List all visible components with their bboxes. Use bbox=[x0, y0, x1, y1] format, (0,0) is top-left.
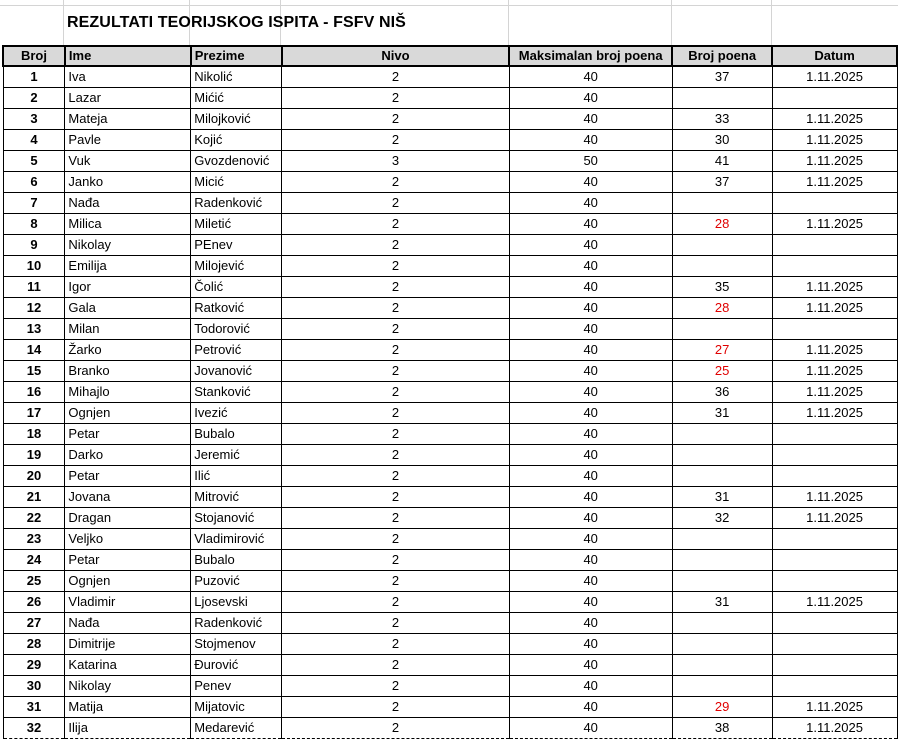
cell-max-poena[interactable]: 40 bbox=[509, 403, 672, 424]
header-broj[interactable]: Broj bbox=[3, 46, 65, 66]
cell-prezime[interactable]: Milojević bbox=[191, 256, 282, 277]
table-row bbox=[3, 529, 897, 550]
table-row bbox=[3, 298, 897, 319]
cell-prezime[interactable]: Micić bbox=[191, 172, 282, 193]
cell-max-poena[interactable]: 40 bbox=[509, 571, 672, 592]
cell-datum[interactable] bbox=[772, 655, 897, 676]
cell-ime[interactable]: Ognjen bbox=[65, 571, 191, 592]
cell-datum[interactable] bbox=[772, 319, 897, 340]
cell-prezime[interactable]: Gvozdenović bbox=[191, 151, 282, 172]
cell-ime[interactable]: Janko bbox=[65, 172, 191, 193]
cell-datum[interactable] bbox=[772, 634, 897, 655]
cell-broj[interactable]: 28 bbox=[3, 634, 65, 655]
cell-ime[interactable]: Matija bbox=[65, 697, 191, 718]
cell-ime[interactable]: Mateja bbox=[65, 109, 191, 130]
cell-nivo[interactable]: 2 bbox=[282, 340, 510, 361]
cell-broj-poena[interactable] bbox=[672, 424, 772, 445]
cell-broj-poena[interactable]: 33 bbox=[672, 109, 772, 130]
cell-ime[interactable]: Nađa bbox=[65, 193, 191, 214]
cell-broj-poena[interactable] bbox=[672, 235, 772, 256]
table-row bbox=[3, 634, 897, 655]
cell-broj[interactable]: 27 bbox=[3, 613, 65, 634]
cell-max-poena[interactable]: 40 bbox=[509, 487, 672, 508]
cell-broj[interactable]: 5 bbox=[3, 151, 65, 172]
cell-prezime[interactable]: Medarević bbox=[191, 718, 282, 739]
cell-prezime[interactable]: Mijatovic bbox=[191, 697, 282, 718]
cell-prezime[interactable]: Ivezić bbox=[191, 403, 282, 424]
cell-broj-poena[interactable]: 37 bbox=[672, 66, 772, 88]
cell-datum[interactable]: 1.11.2025 bbox=[772, 340, 897, 361]
cell-max-poena[interactable]: 40 bbox=[509, 235, 672, 256]
table-row bbox=[3, 655, 897, 676]
cell-max-poena[interactable]: 40 bbox=[509, 613, 672, 634]
cell-max-poena[interactable]: 40 bbox=[509, 298, 672, 319]
cell-broj[interactable]: 11 bbox=[3, 277, 65, 298]
cell-nivo[interactable]: 3 bbox=[282, 151, 510, 172]
cell-datum[interactable] bbox=[772, 424, 897, 445]
cell-prezime[interactable]: Bubalo bbox=[191, 550, 282, 571]
cell-broj[interactable]: 20 bbox=[3, 466, 65, 487]
cell-max-poena[interactable]: 40 bbox=[509, 529, 672, 550]
table-row bbox=[3, 66, 897, 88]
cell-broj[interactable]: 22 bbox=[3, 508, 65, 529]
cell-datum[interactable]: 1.11.2025 bbox=[772, 214, 897, 235]
cell-broj[interactable]: 13 bbox=[3, 319, 65, 340]
table-row bbox=[3, 508, 897, 529]
cell-max-poena[interactable]: 40 bbox=[509, 193, 672, 214]
cell-datum[interactable]: 1.11.2025 bbox=[772, 172, 897, 193]
table-row bbox=[3, 256, 897, 277]
cell-datum[interactable] bbox=[772, 193, 897, 214]
cell-datum[interactable] bbox=[772, 256, 897, 277]
cell-broj[interactable]: 16 bbox=[3, 382, 65, 403]
cell-ime[interactable]: Vuk bbox=[65, 151, 191, 172]
table-row bbox=[3, 613, 897, 634]
cell-prezime[interactable]: Radenković bbox=[191, 193, 282, 214]
cell-broj[interactable]: 31 bbox=[3, 697, 65, 718]
results-table bbox=[2, 45, 898, 739]
cell-broj-poena[interactable] bbox=[672, 445, 772, 466]
cell-broj[interactable]: 6 bbox=[3, 172, 65, 193]
cell-broj[interactable]: 24 bbox=[3, 550, 65, 571]
cell-nivo[interactable]: 2 bbox=[282, 88, 510, 109]
cell-broj-poena[interactable] bbox=[672, 88, 772, 109]
cell-nivo[interactable]: 2 bbox=[282, 361, 510, 382]
cell-nivo[interactable]: 2 bbox=[282, 571, 510, 592]
cell-nivo[interactable]: 2 bbox=[282, 697, 510, 718]
cell-max-poena[interactable]: 40 bbox=[509, 277, 672, 298]
cell-datum[interactable]: 1.11.2025 bbox=[772, 718, 897, 739]
cell-ime[interactable]: Nikolay bbox=[65, 235, 191, 256]
cell-datum[interactable] bbox=[772, 466, 897, 487]
cell-nivo[interactable]: 2 bbox=[282, 718, 510, 739]
cell-ime[interactable]: Jovana bbox=[65, 487, 191, 508]
table-row bbox=[3, 466, 897, 487]
cell-broj-poena[interactable] bbox=[672, 550, 772, 571]
header-max-poena[interactable]: Maksimalan broj poena bbox=[509, 46, 672, 66]
cell-prezime[interactable]: Jeremić bbox=[191, 445, 282, 466]
cell-ime[interactable]: Lazar bbox=[65, 88, 191, 109]
cell-prezime[interactable]: Stanković bbox=[191, 382, 282, 403]
header-nivo[interactable]: Nivo bbox=[282, 46, 510, 66]
cell-max-poena[interactable]: 40 bbox=[509, 676, 672, 697]
table-row bbox=[3, 571, 897, 592]
table-row bbox=[3, 403, 897, 424]
cell-datum[interactable]: 1.11.2025 bbox=[772, 66, 897, 88]
cell-max-poena[interactable]: 40 bbox=[509, 88, 672, 109]
cell-max-poena[interactable]: 40 bbox=[509, 445, 672, 466]
cell-max-poena[interactable]: 40 bbox=[509, 655, 672, 676]
cell-max-poena[interactable]: 50 bbox=[509, 151, 672, 172]
cell-broj[interactable]: 18 bbox=[3, 424, 65, 445]
cell-max-poena[interactable]: 40 bbox=[509, 466, 672, 487]
cell-ime[interactable]: Dragan bbox=[65, 508, 191, 529]
cell-datum[interactable] bbox=[772, 529, 897, 550]
header-row bbox=[3, 46, 897, 66]
cell-prezime[interactable]: Miletić bbox=[191, 214, 282, 235]
cell-prezime[interactable]: Ratković bbox=[191, 298, 282, 319]
cell-broj-poena[interactable]: 31 bbox=[672, 403, 772, 424]
header-broj-poena[interactable]: Broj poena bbox=[672, 46, 772, 66]
cell-ime[interactable]: Igor bbox=[65, 277, 191, 298]
cell-ime[interactable]: Nikolay bbox=[65, 676, 191, 697]
cell-prezime[interactable]: Čolić bbox=[191, 277, 282, 298]
cell-nivo[interactable]: 2 bbox=[282, 214, 510, 235]
cell-max-poena[interactable]: 40 bbox=[509, 634, 672, 655]
cell-ime[interactable]: Ilija bbox=[65, 718, 191, 739]
cell-datum[interactable]: 1.11.2025 bbox=[772, 298, 897, 319]
cell-broj[interactable]: 21 bbox=[3, 487, 65, 508]
cell-datum[interactable]: 1.11.2025 bbox=[772, 487, 897, 508]
cell-nivo[interactable]: 2 bbox=[282, 508, 510, 529]
table-row bbox=[3, 676, 897, 697]
cell-prezime[interactable]: Nikolić bbox=[191, 66, 282, 88]
cell-datum[interactable] bbox=[772, 88, 897, 109]
cell-prezime[interactable]: Puzović bbox=[191, 571, 282, 592]
cell-datum[interactable]: 1.11.2025 bbox=[772, 130, 897, 151]
cell-datum[interactable]: 1.11.2025 bbox=[772, 361, 897, 382]
cell-datum[interactable] bbox=[772, 445, 897, 466]
cell-broj-poena[interactable]: 28 bbox=[672, 214, 772, 235]
cell-ime[interactable]: Veljko bbox=[65, 529, 191, 550]
cell-ime[interactable]: Milica bbox=[65, 214, 191, 235]
table-row bbox=[3, 109, 897, 130]
cell-datum[interactable] bbox=[772, 550, 897, 571]
cell-prezime[interactable]: Vladimirović bbox=[191, 529, 282, 550]
cell-broj-poena[interactable]: 30 bbox=[672, 130, 772, 151]
cell-max-poena[interactable]: 40 bbox=[509, 214, 672, 235]
cell-ime[interactable]: Nađa bbox=[65, 613, 191, 634]
cell-broj-poena[interactable]: 36 bbox=[672, 382, 772, 403]
table-row bbox=[3, 382, 897, 403]
cell-prezime[interactable]: Đurović bbox=[191, 655, 282, 676]
cell-prezime[interactable]: Bubalo bbox=[191, 424, 282, 445]
cell-broj-poena[interactable] bbox=[672, 193, 772, 214]
cell-broj-poena[interactable]: 28 bbox=[672, 298, 772, 319]
cell-datum[interactable] bbox=[772, 571, 897, 592]
cell-broj[interactable]: 2 bbox=[3, 88, 65, 109]
cell-prezime[interactable]: Ljosevski bbox=[191, 592, 282, 613]
cell-prezime[interactable]: Stojmenov bbox=[191, 634, 282, 655]
cell-broj[interactable]: 32 bbox=[3, 718, 65, 739]
cell-broj[interactable]: 30 bbox=[3, 676, 65, 697]
cell-max-poena[interactable]: 40 bbox=[509, 550, 672, 571]
table-row bbox=[3, 592, 897, 613]
cell-broj[interactable]: 14 bbox=[3, 340, 65, 361]
cell-ime[interactable]: Dimitrije bbox=[65, 634, 191, 655]
table-row bbox=[3, 151, 897, 172]
sheet-title: REZULTATI TEORIJSKOG ISPITA - FSFV NIŠ bbox=[67, 14, 406, 31]
cell-nivo[interactable]: 2 bbox=[282, 256, 510, 277]
cell-max-poena[interactable]: 40 bbox=[509, 718, 672, 739]
cell-nivo[interactable]: 2 bbox=[282, 466, 510, 487]
cell-nivo[interactable]: 2 bbox=[282, 298, 510, 319]
cell-nivo[interactable]: 2 bbox=[282, 277, 510, 298]
cell-nivo[interactable]: 2 bbox=[282, 109, 510, 130]
cell-broj-poena[interactable]: 38 bbox=[672, 718, 772, 739]
table-row bbox=[3, 172, 897, 193]
cell-ime[interactable]: Petar bbox=[65, 424, 191, 445]
table-row bbox=[3, 235, 897, 256]
cell-max-poena[interactable]: 40 bbox=[509, 256, 672, 277]
table-row bbox=[3, 361, 897, 382]
cell-nivo[interactable]: 2 bbox=[282, 655, 510, 676]
cell-broj[interactable]: 29 bbox=[3, 655, 65, 676]
cell-datum[interactable] bbox=[772, 676, 897, 697]
cell-prezime[interactable]: Mićić bbox=[191, 88, 282, 109]
table-body bbox=[3, 66, 897, 739]
cell-ime[interactable]: Ognjen bbox=[65, 403, 191, 424]
cell-nivo[interactable]: 2 bbox=[282, 130, 510, 151]
cell-broj[interactable]: 4 bbox=[3, 130, 65, 151]
cell-nivo[interactable]: 2 bbox=[282, 676, 510, 697]
cell-ime[interactable]: Milan bbox=[65, 319, 191, 340]
cell-max-poena[interactable]: 40 bbox=[509, 172, 672, 193]
cell-datum[interactable]: 1.11.2025 bbox=[772, 382, 897, 403]
table-row bbox=[3, 718, 897, 739]
cell-broj-poena[interactable]: 41 bbox=[672, 151, 772, 172]
cell-nivo[interactable]: 2 bbox=[282, 529, 510, 550]
cell-nivo[interactable]: 2 bbox=[282, 487, 510, 508]
cell-ime[interactable]: Katarina bbox=[65, 655, 191, 676]
cell-ime[interactable]: Iva bbox=[65, 66, 191, 88]
cell-broj-poena[interactable]: 32 bbox=[672, 508, 772, 529]
cell-broj-poena[interactable] bbox=[672, 529, 772, 550]
cell-broj-poena[interactable] bbox=[672, 256, 772, 277]
cell-broj-poena[interactable]: 25 bbox=[672, 361, 772, 382]
cell-datum[interactable]: 1.11.2025 bbox=[772, 697, 897, 718]
cell-prezime[interactable]: Milojković bbox=[191, 109, 282, 130]
table-row bbox=[3, 487, 897, 508]
table-row bbox=[3, 130, 897, 151]
cell-broj[interactable]: 17 bbox=[3, 403, 65, 424]
cell-prezime[interactable]: Jovanović bbox=[191, 361, 282, 382]
cell-nivo[interactable]: 2 bbox=[282, 403, 510, 424]
cell-prezime[interactable]: PEnev bbox=[191, 235, 282, 256]
table-row bbox=[3, 697, 897, 718]
cell-max-poena[interactable]: 40 bbox=[509, 66, 672, 88]
cell-prezime[interactable]: Mitrović bbox=[191, 487, 282, 508]
cell-max-poena[interactable]: 40 bbox=[509, 424, 672, 445]
cell-max-poena[interactable]: 40 bbox=[509, 508, 672, 529]
cell-max-poena[interactable]: 40 bbox=[509, 592, 672, 613]
cell-datum[interactable]: 1.11.2025 bbox=[772, 508, 897, 529]
cell-ime[interactable]: Darko bbox=[65, 445, 191, 466]
cell-prezime[interactable]: Ilić bbox=[191, 466, 282, 487]
cell-broj[interactable]: 1 bbox=[3, 66, 65, 88]
cell-max-poena[interactable]: 40 bbox=[509, 109, 672, 130]
cell-max-poena[interactable]: 40 bbox=[509, 319, 672, 340]
cell-datum[interactable]: 1.11.2025 bbox=[772, 151, 897, 172]
cell-nivo[interactable]: 2 bbox=[282, 172, 510, 193]
table-row bbox=[3, 424, 897, 445]
cell-broj[interactable]: 7 bbox=[3, 193, 65, 214]
cell-broj[interactable]: 25 bbox=[3, 571, 65, 592]
cell-datum[interactable]: 1.11.2025 bbox=[772, 277, 897, 298]
cell-max-poena[interactable]: 40 bbox=[509, 697, 672, 718]
cell-prezime[interactable]: Todorović bbox=[191, 319, 282, 340]
cell-broj[interactable]: 19 bbox=[3, 445, 65, 466]
cell-prezime[interactable]: Kojić bbox=[191, 130, 282, 151]
cell-broj[interactable]: 12 bbox=[3, 298, 65, 319]
cell-ime[interactable]: Gala bbox=[65, 298, 191, 319]
table-row bbox=[3, 550, 897, 571]
cell-ime[interactable]: Petar bbox=[65, 550, 191, 571]
cell-broj-poena[interactable] bbox=[672, 319, 772, 340]
cell-broj[interactable]: 8 bbox=[3, 214, 65, 235]
cell-prezime[interactable]: Stojanović bbox=[191, 508, 282, 529]
header-datum[interactable]: Datum bbox=[772, 46, 897, 66]
cell-broj-poena[interactable]: 27 bbox=[672, 340, 772, 361]
cell-broj-poena[interactable]: 31 bbox=[672, 592, 772, 613]
cell-broj-poena[interactable] bbox=[672, 676, 772, 697]
table-row bbox=[3, 214, 897, 235]
cell-broj[interactable]: 15 bbox=[3, 361, 65, 382]
table-row bbox=[3, 445, 897, 466]
table-row bbox=[3, 340, 897, 361]
cell-ime[interactable]: Branko bbox=[65, 361, 191, 382]
cell-nivo[interactable]: 2 bbox=[282, 382, 510, 403]
cell-broj[interactable]: 26 bbox=[3, 592, 65, 613]
cell-max-poena[interactable]: 40 bbox=[509, 382, 672, 403]
cell-datum[interactable]: 1.11.2025 bbox=[772, 403, 897, 424]
cell-broj-poena[interactable] bbox=[672, 613, 772, 634]
cell-nivo[interactable]: 2 bbox=[282, 445, 510, 466]
cell-nivo[interactable]: 2 bbox=[282, 66, 510, 88]
cell-ime[interactable]: Žarko bbox=[65, 340, 191, 361]
cell-max-poena[interactable]: 40 bbox=[509, 361, 672, 382]
table-row bbox=[3, 319, 897, 340]
cell-broj-poena[interactable] bbox=[672, 634, 772, 655]
cell-broj[interactable]: 10 bbox=[3, 256, 65, 277]
cell-max-poena[interactable]: 40 bbox=[509, 340, 672, 361]
cell-broj-poena[interactable]: 29 bbox=[672, 697, 772, 718]
cell-ime[interactable]: Vladimir bbox=[65, 592, 191, 613]
cell-prezime[interactable]: Petrović bbox=[191, 340, 282, 361]
cell-broj-poena[interactable]: 35 bbox=[672, 277, 772, 298]
cell-datum[interactable] bbox=[772, 235, 897, 256]
cell-broj-poena[interactable] bbox=[672, 655, 772, 676]
cell-datum[interactable]: 1.11.2025 bbox=[772, 109, 897, 130]
cell-nivo[interactable]: 2 bbox=[282, 235, 510, 256]
cell-datum[interactable] bbox=[772, 613, 897, 634]
cell-broj[interactable]: 3 bbox=[3, 109, 65, 130]
header-prezime[interactable]: Prezime bbox=[191, 46, 282, 66]
cell-nivo[interactable]: 2 bbox=[282, 592, 510, 613]
cell-broj-poena[interactable]: 31 bbox=[672, 487, 772, 508]
table-row bbox=[3, 88, 897, 109]
cell-datum[interactable]: 1.11.2025 bbox=[772, 592, 897, 613]
cell-broj-poena[interactable]: 37 bbox=[672, 172, 772, 193]
cell-ime[interactable]: Mihajlo bbox=[65, 382, 191, 403]
cell-ime[interactable]: Pavle bbox=[65, 130, 191, 151]
cell-nivo[interactable]: 2 bbox=[282, 613, 510, 634]
cell-nivo[interactable]: 2 bbox=[282, 550, 510, 571]
cell-nivo[interactable]: 2 bbox=[282, 634, 510, 655]
cell-nivo[interactable]: 2 bbox=[282, 193, 510, 214]
cell-ime[interactable]: Emilija bbox=[65, 256, 191, 277]
cell-ime[interactable]: Petar bbox=[65, 466, 191, 487]
cell-prezime[interactable]: Penev bbox=[191, 676, 282, 697]
cell-broj-poena[interactable] bbox=[672, 571, 772, 592]
cell-nivo[interactable]: 2 bbox=[282, 424, 510, 445]
cell-broj[interactable]: 9 bbox=[3, 235, 65, 256]
header-ime[interactable]: Ime bbox=[65, 46, 191, 66]
cell-prezime[interactable]: Radenković bbox=[191, 613, 282, 634]
cell-broj[interactable]: 23 bbox=[3, 529, 65, 550]
cell-nivo[interactable]: 2 bbox=[282, 319, 510, 340]
table-row bbox=[3, 277, 897, 298]
cell-broj-poena[interactable] bbox=[672, 466, 772, 487]
table-row bbox=[3, 193, 897, 214]
cell-max-poena[interactable]: 40 bbox=[509, 130, 672, 151]
